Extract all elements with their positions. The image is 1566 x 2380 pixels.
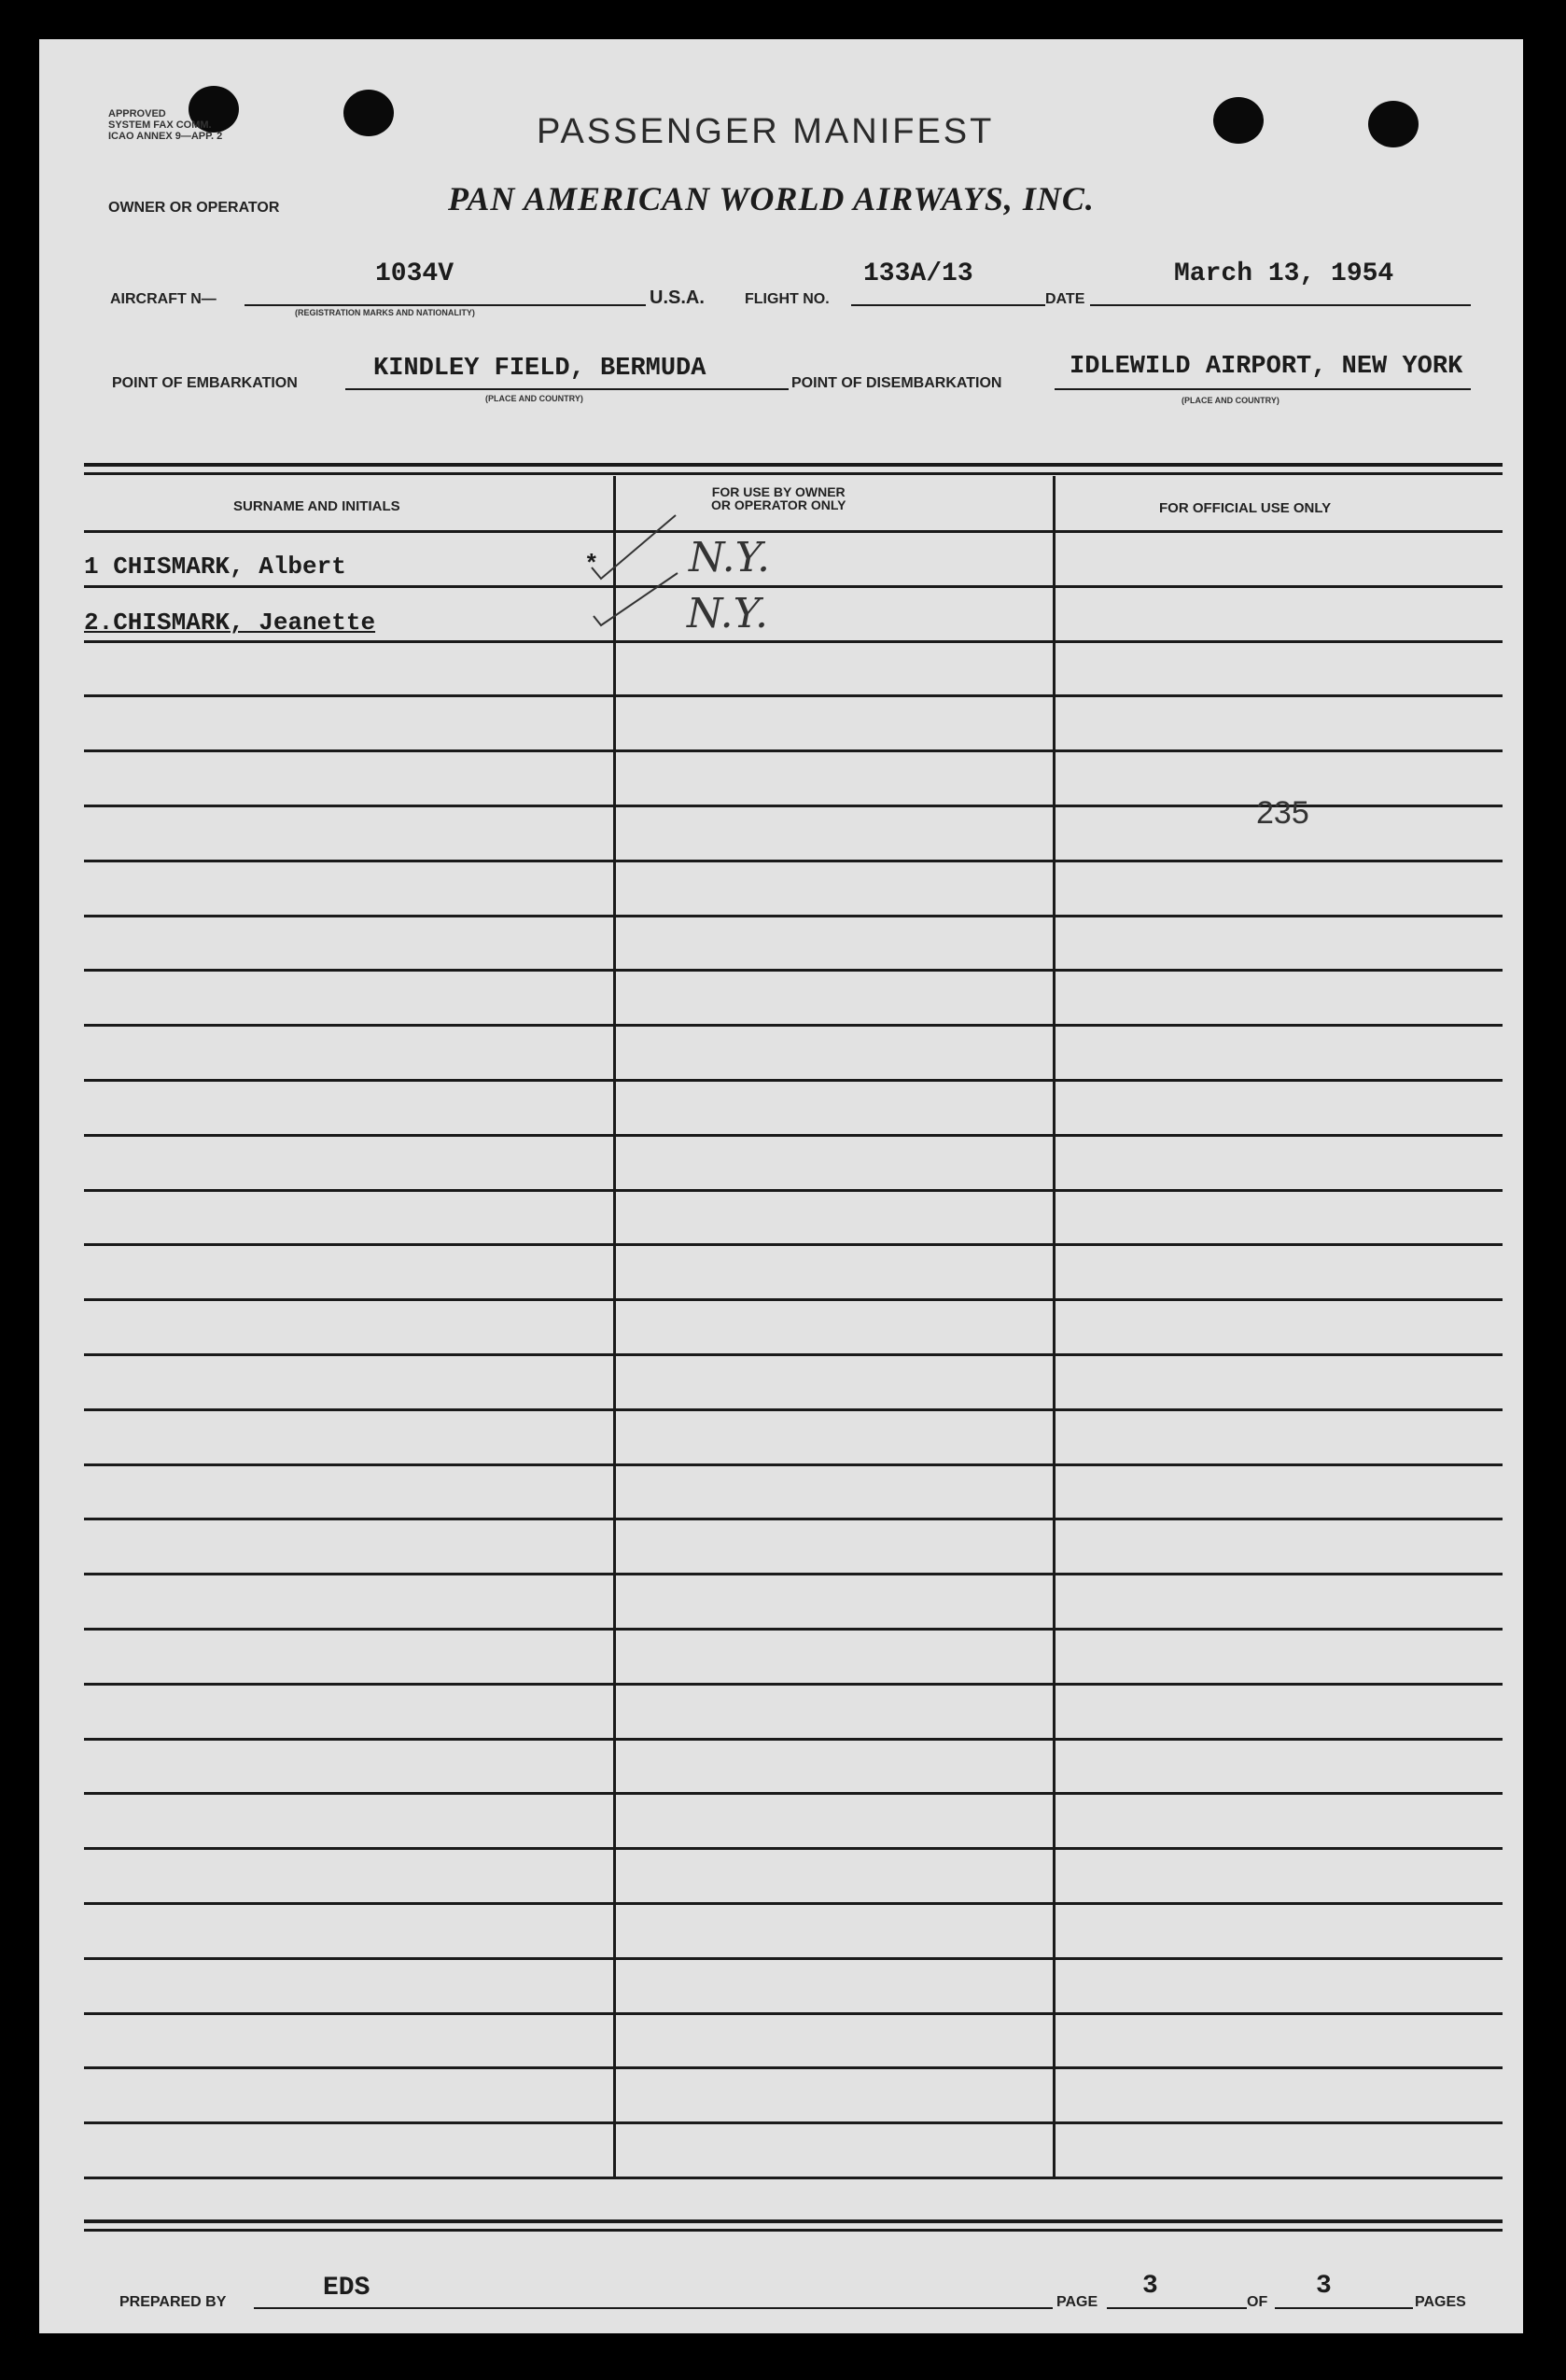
table-bottom-rule: [84, 2219, 1503, 2223]
table-row: [84, 1957, 1503, 1960]
table-row: [84, 1573, 1503, 1575]
table-top-rule: [84, 463, 1503, 467]
stamp-line: SYSTEM FAX COMM.: [108, 119, 212, 131]
check-mark-icon: [594, 573, 678, 625]
table-row: [84, 1298, 1503, 1301]
table-row: [84, 915, 1503, 917]
official-note: 235: [1256, 795, 1309, 831]
flight-label: FLIGHT NO.: [745, 291, 830, 307]
table-row: [84, 969, 1503, 972]
table-row: [84, 1792, 1503, 1795]
table-top-rule: [84, 472, 1503, 475]
table-row: [84, 1024, 1503, 1027]
stamp-line: APPROVED: [108, 108, 166, 119]
table-row: [84, 585, 1503, 588]
check-marks: [588, 511, 691, 633]
punch-hole: [1213, 97, 1264, 144]
table-row: [84, 1463, 1503, 1466]
date-line: [1090, 304, 1471, 306]
table-row: [84, 1518, 1503, 1520]
flight-line: [851, 304, 1045, 306]
stamp-line: ICAO ANNEX 9—APP. 2: [108, 131, 223, 142]
table-row: [84, 1408, 1503, 1411]
table-row: [84, 1079, 1503, 1082]
passenger-entry: 1 CHISMARK, Albert: [84, 553, 346, 581]
passenger-note: N.Y.: [687, 590, 769, 637]
page-line: [1107, 2307, 1247, 2309]
column-divider: [1053, 476, 1056, 2179]
disembarkation-value: IDLEWILD AIRPORT, NEW YORK: [1070, 353, 1463, 381]
prepared-label: PREPARED BY: [119, 2294, 227, 2310]
column-divider: [613, 476, 616, 2179]
passenger-entry: 2.CHISMARK, Jeanette: [84, 609, 376, 637]
prepared-value: EDS: [323, 2274, 371, 2303]
table-row: [84, 1134, 1503, 1137]
embarkation-label: POINT OF EMBARKATION: [112, 375, 298, 391]
table-row: [84, 530, 1503, 533]
pages-line: [1275, 2307, 1413, 2309]
table-row: [84, 1902, 1503, 1905]
date-label: DATE: [1045, 291, 1085, 307]
of-label: OF: [1247, 2294, 1268, 2310]
col-header-owner-use-line2: OR OPERATOR ONLY: [711, 497, 846, 512]
table-row: [84, 1738, 1503, 1741]
table-row: [84, 1683, 1503, 1686]
embarkation-line: [345, 388, 789, 390]
col-header-owner-use: [711, 485, 846, 511]
col-header-official: FOR OFFICIAL USE ONLY: [1159, 500, 1332, 516]
punch-hole: [343, 90, 394, 136]
aircraft-line: [245, 304, 646, 306]
disembarkation-label: POINT OF DISEMBARKATION: [791, 375, 1002, 391]
table-row: [84, 694, 1503, 697]
table-bottom-rule: [84, 2229, 1503, 2232]
page-label: PAGE: [1056, 2294, 1098, 2310]
embarkation-caption: (PLACE AND COUNTRY): [485, 394, 583, 403]
disembarkation-caption: (PLACE AND COUNTRY): [1181, 396, 1279, 405]
owner-value: PAN AMERICAN WORLD AIRWAYS, INC.: [448, 180, 1095, 217]
country-label: U.S.A.: [650, 287, 705, 308]
aircraft-value: 1034V: [375, 259, 454, 288]
table-row: [84, 2066, 1503, 2069]
table-row: [84, 749, 1503, 752]
punch-hole: [1368, 101, 1419, 147]
check-mark-icon: [592, 515, 676, 579]
page-title: PASSENGER MANIFEST: [537, 112, 995, 151]
flight-value: 133A/13: [863, 259, 973, 288]
page-value: 3: [1142, 2272, 1158, 2301]
table-row: [84, 1189, 1503, 1192]
disembarkation-line: [1055, 388, 1471, 390]
passenger-note: N.Y.: [689, 534, 771, 581]
table-row: [84, 2177, 1503, 2179]
table-row: [84, 2012, 1503, 2015]
approval-stamp: [108, 108, 222, 142]
embarkation-value: KINDLEY FIELD, BERMUDA: [373, 355, 706, 383]
col-header-owner-use-line1: FOR USE BY OWNER: [711, 484, 846, 499]
aircraft-caption: (REGISTRATION MARKS AND NATIONALITY): [295, 308, 475, 317]
prepared-line: [254, 2307, 1053, 2309]
table-row: [84, 1628, 1503, 1631]
pages-label: PAGES: [1415, 2294, 1466, 2310]
table-row: [84, 1243, 1503, 1246]
aircraft-label: AIRCRAFT N—: [110, 291, 217, 307]
table-row: [84, 640, 1503, 643]
table-row: [84, 2121, 1503, 2124]
col-header-surname: SURNAME AND INITIALS: [233, 498, 400, 514]
table-row: [84, 1847, 1503, 1850]
pages-value: 3: [1316, 2272, 1332, 2301]
owner-label: OWNER OR OPERATOR: [108, 200, 280, 216]
date-value: March 13, 1954: [1174, 259, 1394, 288]
passenger-mark: *: [584, 551, 599, 579]
table-row: [84, 1353, 1503, 1356]
table-row: [84, 860, 1503, 862]
